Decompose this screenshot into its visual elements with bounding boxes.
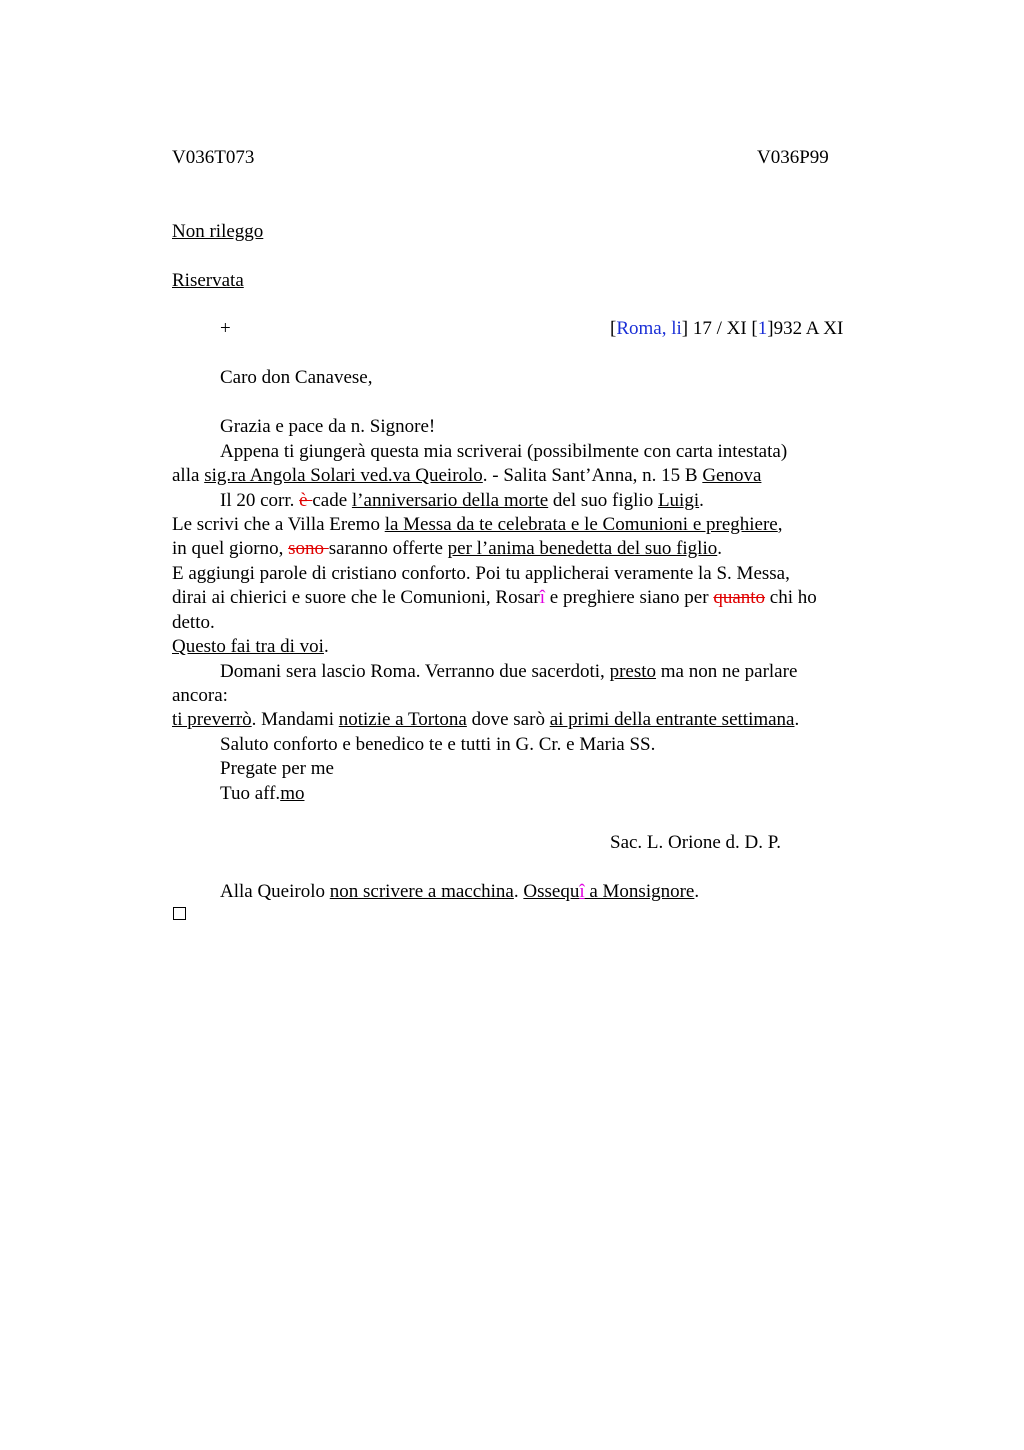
deleted-text: sono xyxy=(288,538,329,559)
body-line: E aggiungi parole di cristiano conforto. Poi tu applicherai veramente la S. Messa, xyxy=(172,563,790,584)
text-segment: chi ho xyxy=(765,587,817,608)
body-line: Pregate per me xyxy=(220,758,334,779)
body-line xyxy=(220,660,797,684)
body-line xyxy=(220,489,704,513)
text-segment: Il 20 corr. xyxy=(220,490,300,511)
body-line xyxy=(172,635,329,659)
text-segment: ai primi della entrante settimana xyxy=(549,709,795,730)
text-segment: Le scrivi che a Villa Eremo xyxy=(172,514,385,535)
text-segment: . xyxy=(323,636,329,657)
text-segment: ti preverrò xyxy=(172,709,252,730)
body-line xyxy=(172,464,761,488)
body-line: Grazia e pace da n. Signore! xyxy=(220,416,436,437)
note-non-rileggo: Non rileggo xyxy=(172,221,264,242)
text-segment: dirai ai chierici e suore che le Comunioni, Rosar xyxy=(172,587,540,608)
text-segment: per l’anima benedetta del suo figlio xyxy=(447,538,718,559)
text-segment: mo xyxy=(280,783,305,804)
editorial-place: Roma, li xyxy=(616,318,682,339)
text-segment: l’anniversario della morte xyxy=(351,490,549,511)
text-segment: . xyxy=(699,490,704,511)
text-segment: sig.ra Angola Solari ved.va Queirolo xyxy=(204,465,483,486)
cross-mark: + xyxy=(220,318,231,339)
body-line: Saluto conforto e benedico te e tutti in G. Cr. e Maria SS. xyxy=(220,734,656,755)
text-segment: Questo fai tra di voi xyxy=(172,636,324,657)
text-segment: saranno offerte xyxy=(328,538,448,559)
editorial-accent: î xyxy=(539,587,546,608)
text-segment: alla xyxy=(172,465,205,486)
text-segment: ma non ne parlare xyxy=(656,661,798,682)
text-segment: . xyxy=(717,538,722,559)
deleted-text: è xyxy=(299,490,313,511)
text-segment: in quel giorno, xyxy=(172,538,289,559)
text-segment: cade xyxy=(312,490,352,511)
text-segment: ]932 A XI xyxy=(767,318,844,339)
text-segment: . - Salita Sant’Anna, n. 15 B xyxy=(482,465,703,486)
text-segment: Ossequ xyxy=(523,881,580,902)
body-line: ancora: xyxy=(172,685,228,706)
salutation: Caro don Canavese, xyxy=(220,367,373,388)
editorial-year-digit: 1 xyxy=(757,318,768,339)
text-segment: e preghiere siano per xyxy=(545,587,714,608)
end-mark-square-icon xyxy=(173,907,186,920)
text-segment: ] 17 / XI [ xyxy=(681,318,758,339)
text-segment: Alla Queirolo xyxy=(220,881,330,902)
text-segment: . xyxy=(513,881,524,902)
note-riservata: Riservata xyxy=(172,270,244,291)
text-segment: . xyxy=(694,881,700,902)
body-line: detto. xyxy=(172,612,215,633)
text-segment: Tuo aff. xyxy=(220,783,281,804)
text-segment: Domani sera lascio Roma. Verranno due sacerdoti, xyxy=(220,661,610,682)
dateline xyxy=(610,317,843,341)
doc-code: V036T073 xyxy=(172,147,255,168)
text-segment: notizie a Tortona xyxy=(338,709,467,730)
body-line: Appena ti giungerà questa mia scriverai (possibilmente con carta intestata) xyxy=(220,441,788,462)
text-segment: Luigi xyxy=(657,490,700,511)
text-segment: non scrivere a macchina xyxy=(329,881,514,902)
body-line xyxy=(172,586,817,610)
text-segment: [ xyxy=(610,318,617,339)
deleted-text: quanto xyxy=(713,587,766,608)
page-code: V036P99 xyxy=(757,147,829,168)
text-segment: a Monsignore xyxy=(584,881,695,902)
text-segment: presto xyxy=(609,661,656,682)
postscript xyxy=(220,880,699,904)
text-segment: la Messa da te celebrata e le Comunioni e preghiere xyxy=(384,514,778,535)
body-line xyxy=(172,537,722,561)
text-segment: del suo figlio xyxy=(548,490,658,511)
closing xyxy=(220,782,304,806)
editorial-accent: î xyxy=(579,881,585,902)
text-segment: . Mandami xyxy=(251,709,339,730)
body-line xyxy=(172,708,799,732)
text-segment: dove sarò xyxy=(466,709,550,730)
text-segment: . xyxy=(794,709,800,730)
body-line xyxy=(172,513,782,537)
text-segment: Genova xyxy=(702,465,762,486)
text-segment: , xyxy=(777,514,783,535)
signature: Sac. L. Orione d. D. P. xyxy=(610,832,781,853)
